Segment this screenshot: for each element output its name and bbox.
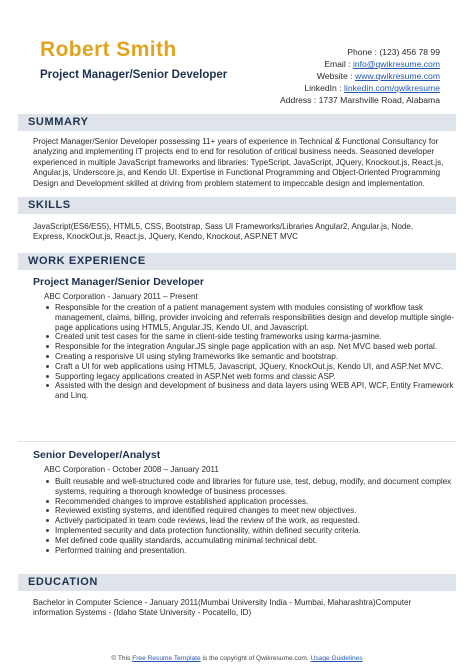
usage-guidelines-link[interactable]: Usage Guidelines bbox=[310, 655, 363, 662]
candidate-name: Robert Smith bbox=[40, 38, 177, 61]
job-title: Project Manager/Senior Developer bbox=[33, 276, 204, 288]
list-item: Built reusable and well-structured code and libraries for future use, test, debug, modify, and document complex systems, requiring a thorough knowledge of business processes. bbox=[55, 477, 455, 497]
website-link[interactable]: www.qwikresume.com bbox=[354, 71, 440, 82]
list-item: Responsible for the integration Angular.JS single page application with an asp. Net MVC based web portal. bbox=[55, 342, 455, 352]
list-item: Performed training and presentation. bbox=[55, 546, 455, 556]
contact-email: Email : info@qwikresume.com bbox=[324, 59, 440, 70]
experience-heading: WORK EXPERIENCE bbox=[28, 255, 146, 267]
copyright-footer: © This Free Resume Template is the copyright of Qwikresume.com. Usage Guidelines bbox=[111, 655, 363, 662]
contact-block bbox=[180, 46, 440, 106]
contact-phone: Phone : (123) 456 78 99 bbox=[347, 47, 440, 57]
list-item: Assisted with the design and development of business and data layers using WEB API, WCF, Entity Framework and Linq. bbox=[55, 381, 454, 401]
summary-heading: SUMMARY bbox=[28, 116, 89, 128]
list-item: Creating a responsive UI using styling frameworks like semantic and bootstrap. bbox=[55, 352, 455, 362]
job-title: Senior Developer/Analyst bbox=[33, 449, 161, 461]
list-item: Recommended changes to improve established application processes. bbox=[55, 497, 455, 507]
job-divider bbox=[18, 441, 456, 442]
list-item: Responsible for the creation of a patient management system with modules consisting of workflow task management, claims, billing, provider invoicing and referrals responsibilities design and develop multiple single-page applications using HTML5, Angular.JS, Kendo UI, and Javascript. bbox=[55, 303, 455, 332]
list-item: Reviewed existing systems, and identified required changes to meet new objectives. bbox=[55, 506, 455, 516]
candidate-title: Project Manager/Senior Developer bbox=[40, 69, 228, 81]
job-meta: ABC Corporation - October 2008 – January 2011 bbox=[44, 465, 219, 474]
list-item: Supporting legacy applications created in ASP.Net web forms and classic ASP. bbox=[55, 372, 455, 382]
contact-website: Website : www.qwikresume.com bbox=[316, 71, 440, 82]
list-item: Implemented security and data protection functionality, within defined security criteria. bbox=[55, 526, 455, 536]
skills-text: JavaScript(ES6/ES5), HTML5, CSS, Bootstrap, Sass UI Frameworks/Libraries Angular2, Angular.js, Node, Express, KnockOut.js, React.js, JQuery, Kendo, Knockout, ASP.NET MVC bbox=[33, 222, 414, 242]
list-item: Created unit test cases for the same in client-side testing frameworks using karma-jasmine. bbox=[55, 332, 455, 342]
job-meta: ABC Corporation - January 2011 – Present bbox=[44, 292, 198, 301]
job-bullets bbox=[44, 303, 455, 401]
education-text: Bachelor in Computer Science - January 2011(Mumbai University India - Mumbai, Maharashtra)Computer information Systems - (Idaho State University - Pocatello, ID) bbox=[33, 598, 412, 618]
skills-heading-bar bbox=[18, 197, 456, 214]
list-item: Craft a UI for web applications using HTML5, Javascript, JQuery, KnockOut.js, Kendo UI, and ASP.Net MVC. bbox=[55, 362, 455, 372]
list-item: Actively participated in team code reviews, lead the review of the work, as requested. bbox=[55, 516, 455, 526]
contact-address: Address : 1737 Marshville Road, Alabama bbox=[279, 95, 440, 106]
summary-text: Project Manager/Senior Developer possessing 11+ years of experience in Technical & Functional Consultancy for analyzing and implementing IT projects end to end for resolution of critical business needs. Seasoned developer experienced in multiple JavaScript frameworks and libraries: TypeScript, JavaScript, JQuery, Knockout.js, React.js, Angular.js, Underscore.js, and Kendo UI. Expertise in Functional Programming and Object-Oriented Programming Design and Development skilled at driving from problem statement to impeccable design and implementation. bbox=[33, 137, 444, 188]
contact-linkedin: LinkedIn : linkedin.com/qwikresume bbox=[304, 83, 440, 94]
linkedin-link[interactable]: linkedin.com/qwikresume bbox=[344, 83, 440, 94]
list-item: Met defined code quality standards, accumulating minimal technical debt. bbox=[55, 536, 455, 546]
email-link[interactable]: info@qwikresume.com bbox=[352, 59, 440, 70]
education-heading: EDUCATION bbox=[28, 576, 98, 588]
free-resume-template-link[interactable]: Free Resume Template bbox=[132, 655, 201, 662]
job-bullets bbox=[44, 477, 455, 555]
skills-heading: SKILLS bbox=[28, 199, 71, 211]
